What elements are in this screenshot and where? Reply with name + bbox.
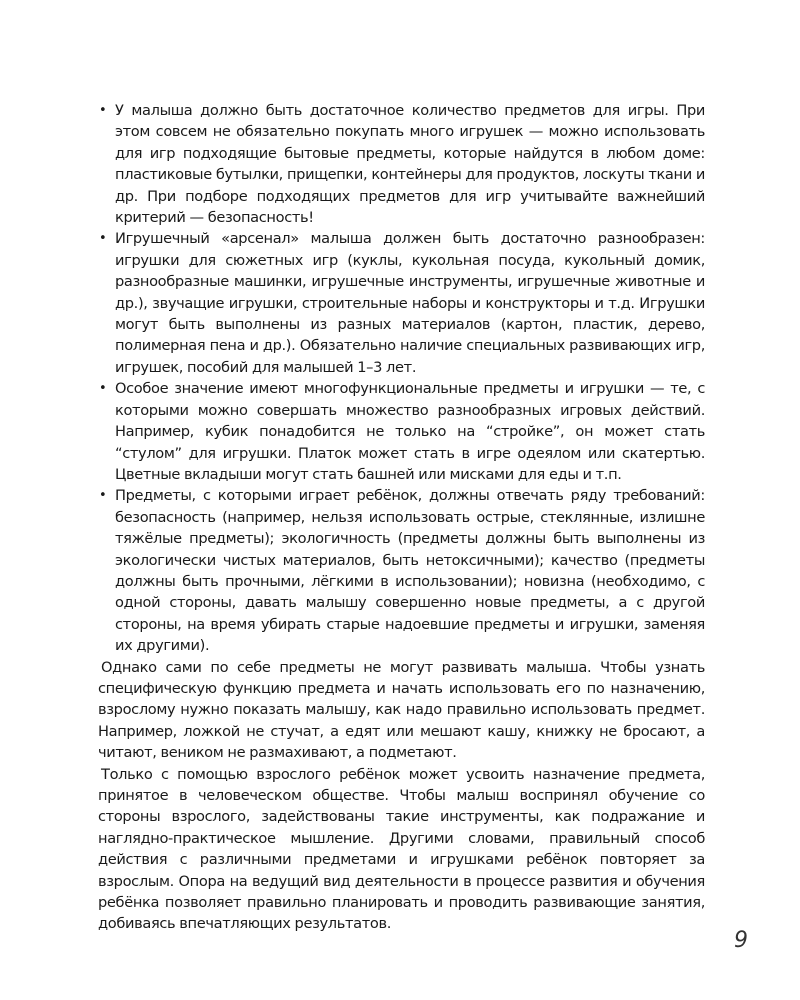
body-text [98,100,705,935]
bullet-marker: • [99,231,107,247]
bullet-item-toy-arsenal [98,228,705,378]
bullet-text: У малыша должно быть достаточное количество предметов для игры. При этом совсем не обязательно покупать много игрушек — можно использовать для игр подходящие бытовые предметы, которые найдутся в любом доме: пластиковые бутылки, прищепки, контейнеры для продуктов, лоскуты ткани и др. При подборе подходящих предметов для игр учитывайте важнейший критерий — безопасность! [115,102,705,227]
bullet-marker: • [99,488,107,504]
bullet-text: Особое значение имеют многофункциональные предметы и игрушки — те, с которыми можно совершать множество разнообразных игровых действий. Например, кубик понадобится не только на “стройке”, он может стать “стулом” для игрушки. Платок может стать в игре одеялом или скатертью. Цветные вкладыши могут стать башней или мисками для еды и т.п. [115,380,705,483]
bullet-item-multifunctional [98,378,705,485]
bullet-text: Игрушечный «арсенал» малыша должен быть достаточно разнообразен: игрушки для сюжетных игр (куклы, кукольная посуда, кукольный домик, разнообразные машинки, игрушечные инструменты, игрушечные животные и др.), звучащие игрушки, строительные наборы и конструкторы и т.д. Игрушки могут быть выполнены из разных материалов (картон, пластик, дерево, полимерная пена и др.). Обязательно наличие специальных развивающих игр, игрушек, пособий для малышей 1–3 лет. [115,230,705,376]
bullet-item-requirements [98,485,705,656]
bullet-text: Предметы, с которыми играет ребёнок, должны отвечать ряду требований: безопасность (например, нельзя использовать острые, стеклянные, излишне тяжёлые предметы); экологичность (предметы должны быть выполнены из экологически чистых материалов, быть нетоксичными); качество (предметы должны быть прочными, лёгкими в использовании); новизна (необходимо, с одной стороны, давать малышу совершенно новые предметы, а с другой стороны, на время убирать старые надоевшие предметы и игрушки, заменяя их другими). [115,487,705,655]
paragraph-object-function: Однако сами по себе предметы не могут развивать малыша. Чтобы узнать специфическую функцию предмета и начать использовать его по назначению, взрослому нужно показать малышу, как надо правильно использовать предмет. Например, ложкой не стучат, а едят или мешают кашу, книжку не бросают, а читают, веником не размахивают, а подметают. [98,658,705,762]
bullet-marker: • [99,381,107,397]
bullet-list [98,100,705,657]
paragraph-adult-role: Только с помощью взрослого ребёнок может усвоить назначение предмета, принятое в человеческом обществе. Чтобы малыш воспринял обучение со стороны взрослого, задействованы такие инструменты, как подражание и наглядно-практическое мышление. Другими словами, правильный способ действия с различными предметами и игрушками ребёнок повторяет за взрослым. Опора на ведущий вид деятельности в процессе развития и обучения ребёнка позволяет правильно планировать и проводить развивающие занятия, добиваясь впечатляющих результатов. [98,765,705,933]
bullet-item-safety-quantity [98,100,705,228]
page-number: 9 [734,928,748,953]
bullet-marker: • [99,103,107,118]
